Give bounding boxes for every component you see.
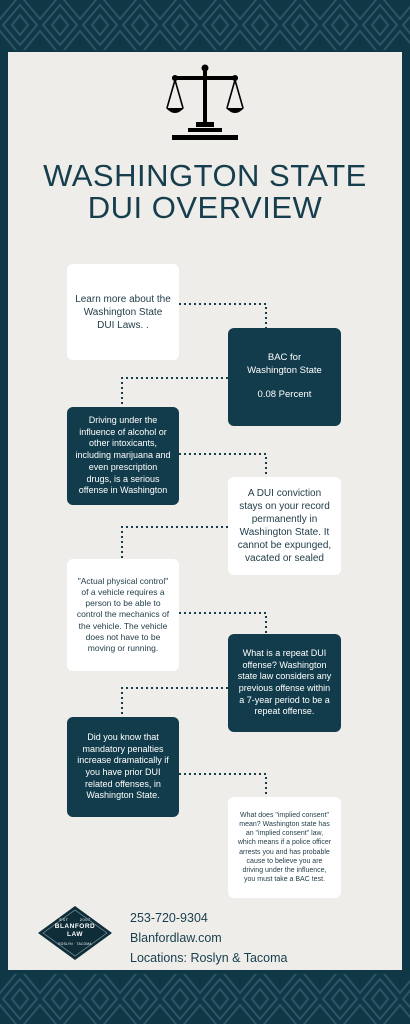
logo-name-line-2: LAW bbox=[67, 931, 83, 938]
info-card-conviction-record-text: A DUI conviction stays on your record permanently in Washington State. It cannot be expunged, vacated or sealed bbox=[237, 488, 332, 564]
contact-website[interactable]: Blanfordlaw.com bbox=[130, 931, 222, 945]
info-card-physical-control-text: "Actual physical control" of a vehicle requires a person to be able to control the mechanics of the vehicle. The vehicle does not have to be moving or running. bbox=[76, 576, 170, 653]
diamond-pattern bbox=[0, 0, 410, 50]
logo-name-line-1: BLANFORD bbox=[54, 923, 96, 930]
contact-phone[interactable]: 253-720-9304 bbox=[130, 911, 208, 925]
info-card-learn-more bbox=[67, 264, 179, 360]
content-panel bbox=[8, 52, 402, 970]
title-line-1: WASHINGTON STATE bbox=[43, 158, 367, 193]
info-card-driving-under-influence-text: Driving under the influence of alcohol or other intoxicants, including marijuana and even prescription drugs, is a serious offense in Washington bbox=[75, 415, 171, 496]
info-card-bac-text: BAC for Washington State 0.08 Percent bbox=[247, 352, 322, 401]
logo-est-year: 2007 bbox=[79, 917, 91, 922]
info-card-conviction-record bbox=[228, 477, 341, 575]
logo-cities: ROSLYN · TACOMA bbox=[58, 942, 92, 946]
info-card-implied-consent bbox=[228, 797, 341, 898]
bottom-pattern-band bbox=[0, 974, 410, 1024]
info-card-repeat-offense-text: What is a repeat DUI offense? Washington state law considers any previous offense within a 7-year period to be a repeat offense. bbox=[237, 647, 332, 717]
title-line-2: DUI OVERVIEW bbox=[87, 190, 323, 225]
info-card-driving-under-influence bbox=[67, 407, 179, 505]
info-card-bac bbox=[228, 328, 341, 426]
blanford-law-logo bbox=[37, 905, 113, 961]
contact-locations: Locations: Roslyn & Tacoma bbox=[130, 951, 288, 965]
info-card-physical-control bbox=[67, 559, 179, 671]
info-card-learn-more-text: Learn more about the Washington State DUI Laws. . bbox=[75, 293, 171, 331]
info-card-mandatory-penalties-text: Did you know that mandatory penalties increase dramatically if you have prior DUI related offenses, in Washington State. bbox=[77, 731, 169, 801]
logo-est-label: EST bbox=[59, 917, 69, 922]
info-card-mandatory-penalties bbox=[67, 717, 179, 817]
info-card-repeat-offense bbox=[228, 634, 341, 732]
diamond-pattern bbox=[0, 974, 410, 1024]
dotted-connectors bbox=[8, 52, 402, 970]
info-card-implied-consent-text: What does "implied consent" mean? Washington state has an "implied consent" law, which means if a police officer arrests you and has probable cause to believe you are driving under the influence, you must take a BAC test. bbox=[237, 812, 332, 883]
top-pattern-band bbox=[0, 0, 410, 50]
